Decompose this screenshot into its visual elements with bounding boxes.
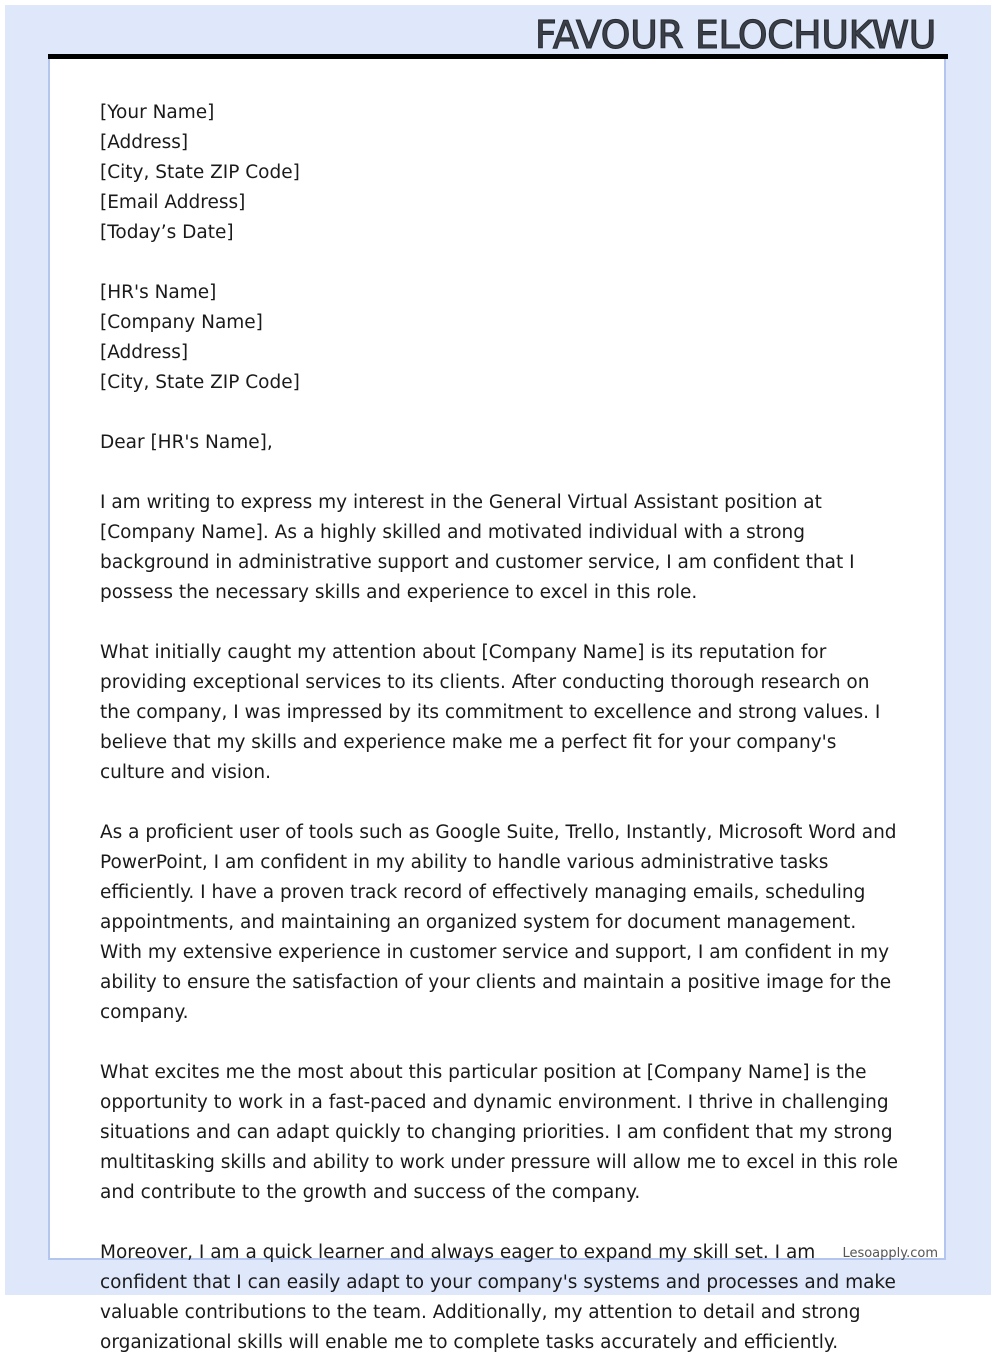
body-paragraph: I am writing to express my interest in the General Virtual Assistant position at [Company Name]. As a highly skilled and motivated individual with a strong background in administrative support and customer service, I am confident that I possess the necessary skills and experience to excel in this role. [100, 492, 855, 603]
sender-city-state-zip: [City, State ZIP Code] [100, 162, 300, 183]
sender-name: [Your Name] [100, 102, 215, 123]
spacer [100, 398, 900, 428]
body-paragraph: As a proficient user of tools such as Google Suite, Trello, Instantly, Microsoft Word and PowerPoint, I am confident in my ability to handle various administrative tasks efficiently. I have a proven track record of effectively managing emails, scheduling appointments, and maintaining an organized system for document management. With my extensive experience in customer service and support, I am confident in my ability to ensure the satisfaction of your clients and maintain a positive image for the company. [100, 822, 897, 1023]
spacer [100, 458, 900, 488]
sender-address: [Address] [100, 132, 189, 153]
body-paragraph: What initially caught my attention about [Company Name] is its reputation for providing exceptional services to its clients. After conducting thorough research on the company, I was impressed by its commitment to excellence and strong values. I believe that my skills and experience make me a perfect fit for your company's culture and vision. [100, 642, 881, 783]
spacer [100, 248, 900, 278]
recipient-company: [Company Name] [100, 312, 263, 333]
body-paragraph: What excites me the most about this particular position at [Company Name] is the opportunity to work in a fast-paced and dynamic environment. I thrive in challenging situations and can adapt quickly to changing priorities. I am confident that my strong multitasking skills and ability to work under pressure will allow me to excel in this role and contribute to the growth and success of the company. [100, 1062, 899, 1203]
salutation: Dear [HR's Name], [100, 432, 273, 453]
site-watermark: Lesoapply.com [842, 1246, 938, 1261]
recipient-address: [Address] [100, 342, 189, 363]
letter-body [100, 98, 900, 1358]
recipient-name: [HR's Name] [100, 282, 217, 303]
spacer [100, 788, 900, 818]
spacer [100, 608, 900, 638]
sender-email: [Email Address] [100, 192, 246, 213]
recipient-city-state-zip: [City, State ZIP Code] [100, 372, 300, 393]
letter-date: [Today’s Date] [100, 222, 234, 243]
spacer [100, 1208, 900, 1238]
applicant-name-heading: FAVOUR ELOCHUKWU [534, 13, 936, 57]
body-paragraph: Moreover, I am a quick learner and always eager to expand my skill set. I am confident that I can easily adapt to your company's systems and processes and make valuable contributions to the team. Additionally, my attention to detail and strong organizational skills will enable me to complete tasks accurately and efficiently. [100, 1242, 896, 1353]
spacer [100, 1028, 900, 1058]
